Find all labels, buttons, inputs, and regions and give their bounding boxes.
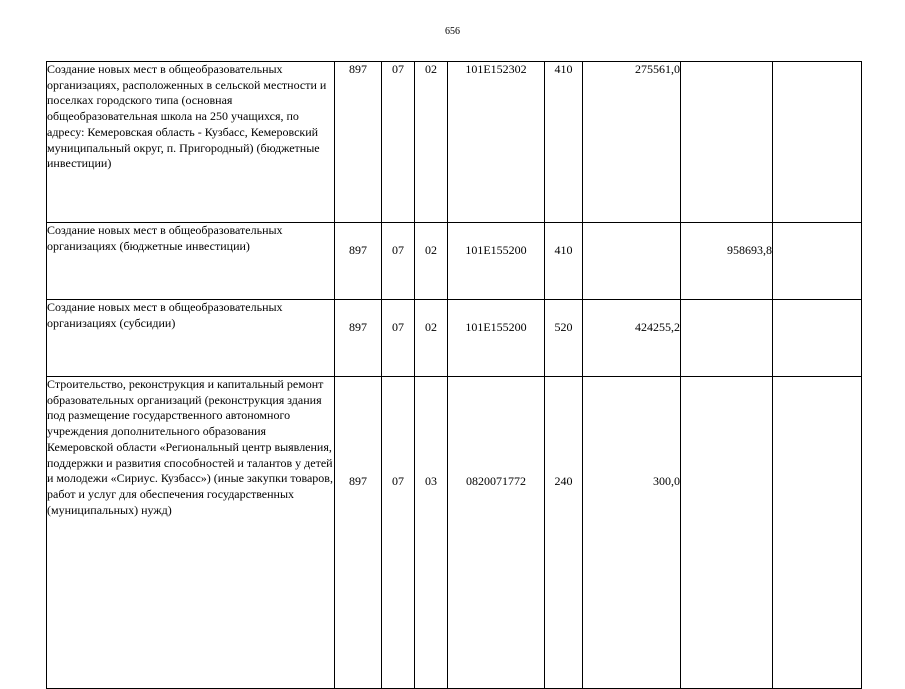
table-row xyxy=(47,62,862,223)
ministry-code-cell: 897 xyxy=(335,62,382,223)
table-row xyxy=(47,300,862,377)
target-article-cell: 0820071772 xyxy=(448,377,545,689)
subsection-code-cell: 02 xyxy=(415,62,448,223)
sum-year1-cell xyxy=(583,223,681,300)
ministry-code-cell: 897 xyxy=(335,223,382,300)
section-code-cell: 07 xyxy=(382,300,415,377)
subsection-code-cell: 02 xyxy=(415,223,448,300)
section-code-cell: 07 xyxy=(382,377,415,689)
row-name-cell: Создание новых мест в общеобразовательных организациях (субсидии) xyxy=(47,300,335,377)
subsection-code-cell: 02 xyxy=(415,300,448,377)
ministry-code-cell: 897 xyxy=(335,377,382,689)
budget-table xyxy=(46,61,862,689)
section-code-cell: 07 xyxy=(382,223,415,300)
sum-year2-cell xyxy=(681,377,773,689)
sum-year3-cell xyxy=(773,62,862,223)
ministry-code-cell: 897 xyxy=(335,300,382,377)
sum-year2-cell xyxy=(681,300,773,377)
target-article-cell: 101Е155200 xyxy=(448,223,545,300)
section-code-cell: 07 xyxy=(382,62,415,223)
sum-year3-cell xyxy=(773,223,862,300)
target-article-cell: 101Е152302 xyxy=(448,62,545,223)
table-row xyxy=(47,377,862,689)
expense-type-cell: 410 xyxy=(545,62,583,223)
sum-year2-cell xyxy=(681,62,773,223)
subsection-code-cell: 03 xyxy=(415,377,448,689)
row-name-cell: Создание новых мест в общеобразовательных организациях (бюджетные инвестиции) xyxy=(47,223,335,300)
expense-type-cell: 410 xyxy=(545,223,583,300)
sum-year3-cell xyxy=(773,300,862,377)
expense-type-cell: 240 xyxy=(545,377,583,689)
page-number: 656 xyxy=(445,26,460,37)
expense-type-cell: 520 xyxy=(545,300,583,377)
row-name-cell: Строительство, реконструкция и капитальный ремонт образовательных организаций (реконструкция здания под размещение государственного автономного учреждения дополнительного образования Кемеровской области «Региональный центр выявления, поддержки и развития способностей и талантов у детей и молодежи «Сириус. Кузбасс») (иные закупки товаров, работ и услуг для обеспечения государственных (муниципальных) нужд) xyxy=(47,377,335,689)
sum-year1-cell: 424255,2 xyxy=(583,300,681,377)
sum-year2-cell: 958693,8 xyxy=(681,223,773,300)
sum-year1-cell: 300,0 xyxy=(583,377,681,689)
sum-year1-cell: 275561,0 xyxy=(583,62,681,223)
row-name-cell: Создание новых мест в общеобразовательных организациях, расположенных в сельской местности и поселках городского типа (основная общеобразовательная школа на 250 учащихся, по адресу: Кемеровская область - Кузбасс, Кемеровский муниципальный округ, п. Пригородный) (бюджетные инвестиции) xyxy=(47,62,335,223)
table-row xyxy=(47,223,862,300)
target-article-cell: 101Е155200 xyxy=(448,300,545,377)
sum-year3-cell xyxy=(773,377,862,689)
